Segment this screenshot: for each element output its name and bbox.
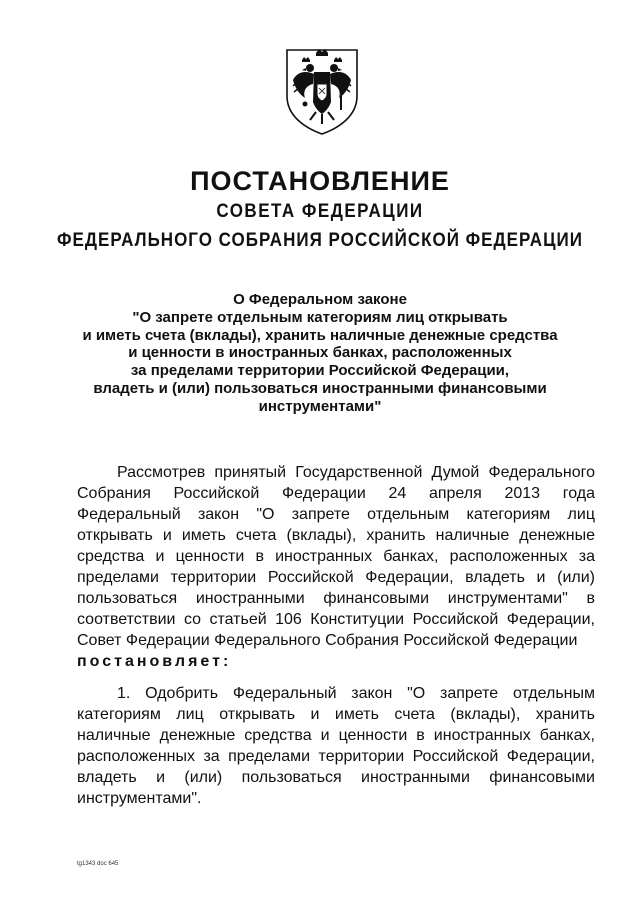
resolves-word: постановляет: bbox=[77, 653, 232, 670]
paragraph-line: Собрания Российской Федерации 24 апреля 2013 года bbox=[77, 485, 595, 502]
paragraph-line: открывать и иметь счета (вклады), хранить наличные денежные bbox=[77, 527, 595, 544]
paragraph-line: Федеральный закон "О запрете отдельным категориям лиц bbox=[77, 506, 595, 523]
paragraph-line: расположенных за пределами территории Российской Федерации, bbox=[77, 748, 595, 765]
paragraph-line: пределами территории Российской Федерации, владеть и (или) bbox=[77, 569, 595, 586]
subject-line: "О запрете отдельным категориям лиц открывать bbox=[132, 308, 508, 326]
issuer-line-2: ФЕДЕРАЛЬНОГО СОБРАНИЯ РОССИЙСКОЙ ФЕДЕРАЦИИ bbox=[57, 228, 583, 251]
paragraph-line: наличные денежные средства и ценности в иностранных банках, bbox=[77, 727, 595, 744]
document-code: tg1343 doc 645 bbox=[77, 861, 119, 867]
paragraph-line: инструментами". bbox=[77, 790, 202, 807]
paragraph-line: средства и ценности в иностранных банках, расположенных за bbox=[77, 548, 595, 565]
subject-line: и ценности в иностранных банках, расположенных bbox=[128, 344, 512, 362]
subject-line: инструментами" bbox=[258, 397, 382, 415]
coat-of-arms-icon bbox=[283, 44, 361, 136]
subject-block bbox=[60, 291, 580, 416]
subject-line: и иметь счета (вклады), хранить наличные денежные средства bbox=[82, 326, 558, 344]
preamble-paragraph bbox=[77, 462, 595, 672]
document-type-title: ПОСТАНОВЛЕНИЕ bbox=[190, 166, 450, 196]
paragraph-line: владеть и (или) пользоваться иностранными финансовыми bbox=[77, 769, 595, 786]
paragraph-line: категориям лиц открывать и иметь счета (вклады), хранить bbox=[77, 706, 595, 723]
resolution-item-1 bbox=[77, 683, 595, 809]
paragraph-line: пользоваться иностранными финансовыми инструментами" в bbox=[77, 590, 595, 607]
subject-line: владеть и (или) пользоваться иностранными финансовыми bbox=[93, 379, 547, 397]
issuer-line-1: СОВЕТА ФЕДЕРАЦИИ bbox=[216, 199, 424, 222]
paragraph-line: Совет Федерации Федерального Собрания Российской Федерации bbox=[77, 632, 578, 649]
paragraph-line: 1. Одобрить Федеральный закон "О запрете отдельным bbox=[117, 685, 595, 702]
subject-line: О Федеральном законе bbox=[233, 291, 407, 308]
subject-line: за пределами территории Российской Федерации, bbox=[130, 362, 510, 380]
paragraph-line: Рассмотрев принятый Государственной Думой Федерального bbox=[117, 464, 595, 481]
paragraph-line: соответствии со статьей 106 Конституции Российской Федерации, bbox=[77, 611, 595, 628]
